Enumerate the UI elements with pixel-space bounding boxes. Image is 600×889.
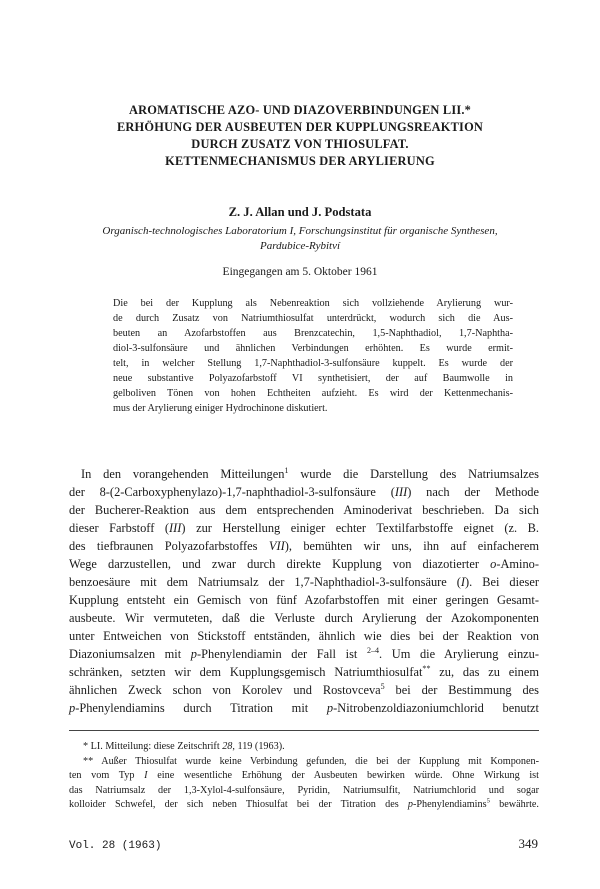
abstract-line: gelboliven Tönen von hohen Echtheiten aufzieht. Es wird der Kettenmechanis-: [113, 388, 513, 399]
authors: Z. J. Allan und J. Podstata: [228, 205, 372, 219]
footnote-divider: [69, 730, 539, 731]
body-line: der Bucherer-Reaktion aus dem entsprechenden Aminoderivat beschrieben. Da sich: [69, 503, 539, 517]
body-line: ausbeute. Wir vermuteten, daß die Verluste durch Arylierung der Azokomponenten: [69, 611, 539, 625]
affiliation-line: Organisch-technologisches Laboratorium I, Forschungsinstitut für organische Synthesen,: [102, 225, 498, 237]
body-line: p-Phenylendiamins durch Titration mit p-Nitrobenzoldiazoniumchlorid benutzt: [69, 701, 540, 715]
title-line: DURCH ZUSATZ VON THIOSULFAT.: [191, 137, 409, 151]
received-date: Eingegangen am 5. Oktober 1961: [222, 266, 378, 278]
abstract-line: diol-3-sulfonsäure und ähnlichen Verbindungen erhöhten. Es wurde ermit-: [113, 343, 513, 354]
abstract: [113, 296, 513, 416]
body-line: Diazoniumsalzen mit p-Phenylendiamin der Fall ist $^{2-4}$. Um die Arylierung einzu-: [69, 645, 540, 661]
body-line: In den vorangehenden Mitteilungen$^1$ wurde die Darstellung des Natriumsalzes: [81, 465, 540, 481]
abstract-line: beuten an Azofarbstoffen aus Brenzcatechin, 1,5-Naphthadiol, 1,7-Naphtha-: [113, 328, 513, 339]
body-line: schränken, setzten wir dem Kupplungsgemisch Natriumthiosulfat** zu, das zu einem: [69, 663, 539, 679]
footnote-2-line: das Natriumsalz der 1,3-Xylol-4-sulfonsäure, Pyridin, Natriumsulfit, Natriumchlorid und sogar: [69, 784, 539, 796]
title-line: AROMATISCHE AZO- UND DIAZOVERBINDUNGEN LII.*: [128, 103, 472, 117]
journal-volume: Vol. 28 (1963): [69, 840, 162, 852]
footnotes: [69, 740, 539, 813]
page-number: 349: [518, 836, 538, 851]
body-line: dieser Farbstoff (III) zur Herstellung einiger echter Textilfarbstoffe eignet (z. B.: [69, 521, 540, 535]
abstract-line: de durch Zusatz von Natriumthiosulfat unterdrückt, wodurch sich die Aus-: [113, 313, 513, 324]
title-line: KETTENMECHANISMUS DER ARYLIERUNG: [165, 154, 435, 168]
body-line: benzoesäure mit dem Natriumsalz der 1,7-Naphthadiol-3-sulfonsäure (I). Bei dieser: [69, 575, 539, 589]
article-title: [60, 102, 540, 170]
body-line: unter Entweichen von Stickstoff entständen, ähnlich wie dies bei der Reaktion von: [69, 629, 539, 643]
abstract-line: neue substantive Polyazofarbstoff VI synthetisiert, der auf Baumwolle in: [113, 373, 513, 384]
body-line: Wege darzustellen, und zwar durch direkte Kupplung von diazotierter o-Amino-: [69, 557, 539, 571]
body-line: Kupplung entsteht ein Gemisch von fünf Azofarbstoffen mit einer geringen Gesamt-: [69, 593, 539, 607]
body-line: ähnlichen Zweck schon von Korolev und Rostovceva$^5$ bei der Bestimmung des: [69, 681, 539, 697]
abstract-line: mus der Arylierung einiger Hydrochinone diskutiert.: [113, 403, 328, 414]
footnote-1: * LI. Mitteilung: diese Zeitschrift 28, 119 (1963).: [83, 741, 285, 752]
title-line: ERHÖHUNG DER AUSBEUTEN DER KUPPLUNGSREAKTION: [116, 120, 484, 134]
footnote-2-line: kolloider Schwefel, der sich neben Thiosulfat bei der Titration des p-Phenylendiamins$^5$ bewährte.: [69, 797, 539, 810]
body-line: der 8-(2-Carboxyphenylazo)-1,7-naphthadiol-3-sulfonsäure (III) nach der Methode: [69, 485, 539, 499]
affiliation-line: Pardubice-Rybitví: [259, 240, 341, 252]
abstract-line: telt, in welcher Stellung 1,7-Naphthadiol-3-sulfonsäure kuppelt. Es wurde der: [113, 358, 513, 369]
body-text: [69, 465, 539, 717]
body-line: des tiefbraunen Polyazofarbstoffes VII), bemühten wir uns, ihn auf einfacherem: [69, 539, 540, 553]
footnote-2-line: ten vom Typ I eine wesentliche Erhöhung der Ausbeuten bewirken würde. Ohne Wirkung ist: [69, 770, 539, 781]
abstract-line: Die bei der Kupplung als Nebenreaktion sich vollziehende Arylierung wur-: [113, 298, 513, 309]
footnote-2-line: ** Außer Thiosulfat wurde keine Verbindung gefunden, die bei der Kupplung mit Komponen-: [83, 755, 539, 767]
affiliation: [70, 224, 530, 254]
